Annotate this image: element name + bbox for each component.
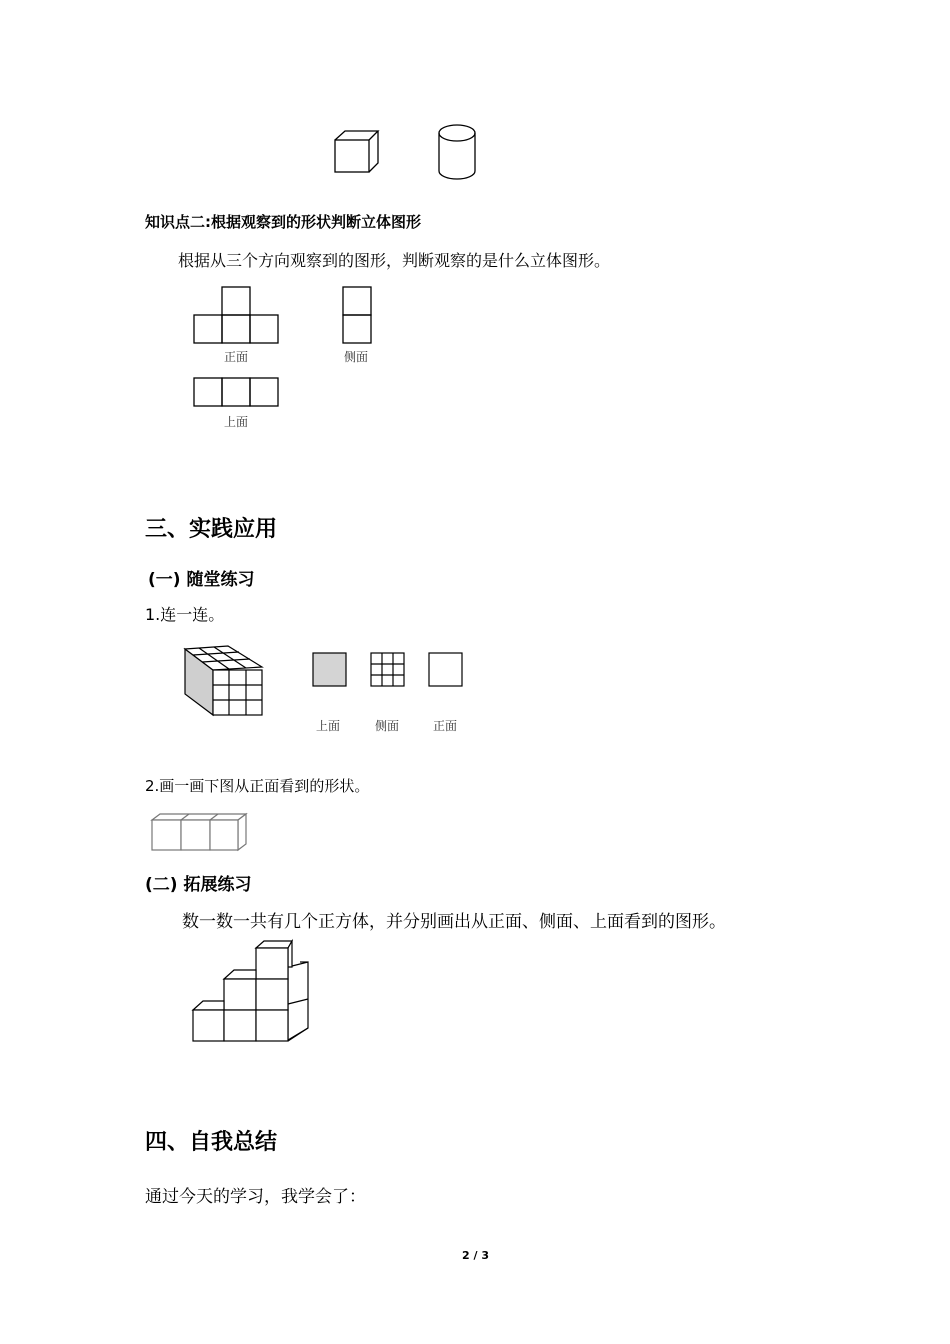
cube-icon xyxy=(334,130,380,174)
summary-prompt: 通过今天的学习，我学会了： xyxy=(145,1187,366,1207)
three-cube-row-figure xyxy=(150,812,248,854)
extension-subheading: (二) 拓展练习 xyxy=(145,875,252,895)
knowledge-point-instruction: 根据从三个方向观察到的图形，判断观察的是什么立体图形。 xyxy=(178,251,611,270)
top-view-label: 上面 xyxy=(224,415,249,429)
side-view-figure xyxy=(342,286,374,346)
question-1: 1.连一连。 xyxy=(145,605,225,624)
option-grid-square xyxy=(370,652,406,688)
page-number: 2 / 3 xyxy=(462,1249,489,1262)
q1-label-front: 正面 xyxy=(433,719,458,733)
question-2: 2.画一画下图从正面看到的形状。 xyxy=(145,777,370,795)
q1-label-side: 侧面 xyxy=(375,719,400,733)
rubik-cube-figure xyxy=(184,645,266,717)
option-shaded-square xyxy=(312,652,348,688)
practice-subheading: (一) 随堂练习 xyxy=(148,570,255,590)
cube-stack-figure xyxy=(192,940,312,1046)
section-3-heading: 三、实践应用 xyxy=(145,517,278,542)
section-4-heading: 四、自我总结 xyxy=(145,1130,278,1155)
option-blank-square xyxy=(428,652,464,688)
q1-label-top: 上面 xyxy=(316,719,341,733)
front-view-figure xyxy=(193,286,281,346)
knowledge-point-title: 知识点二:根据观察到的形状判断立体图形 xyxy=(145,213,422,231)
top-view-figure xyxy=(193,377,281,409)
cylinder-icon xyxy=(438,124,478,182)
side-view-label: 侧面 xyxy=(344,350,369,364)
front-view-label: 正面 xyxy=(224,350,249,364)
extension-question: 数一数一共有几个正方体，并分别画出从正面、侧面、上面看到的图形。 xyxy=(182,912,726,932)
